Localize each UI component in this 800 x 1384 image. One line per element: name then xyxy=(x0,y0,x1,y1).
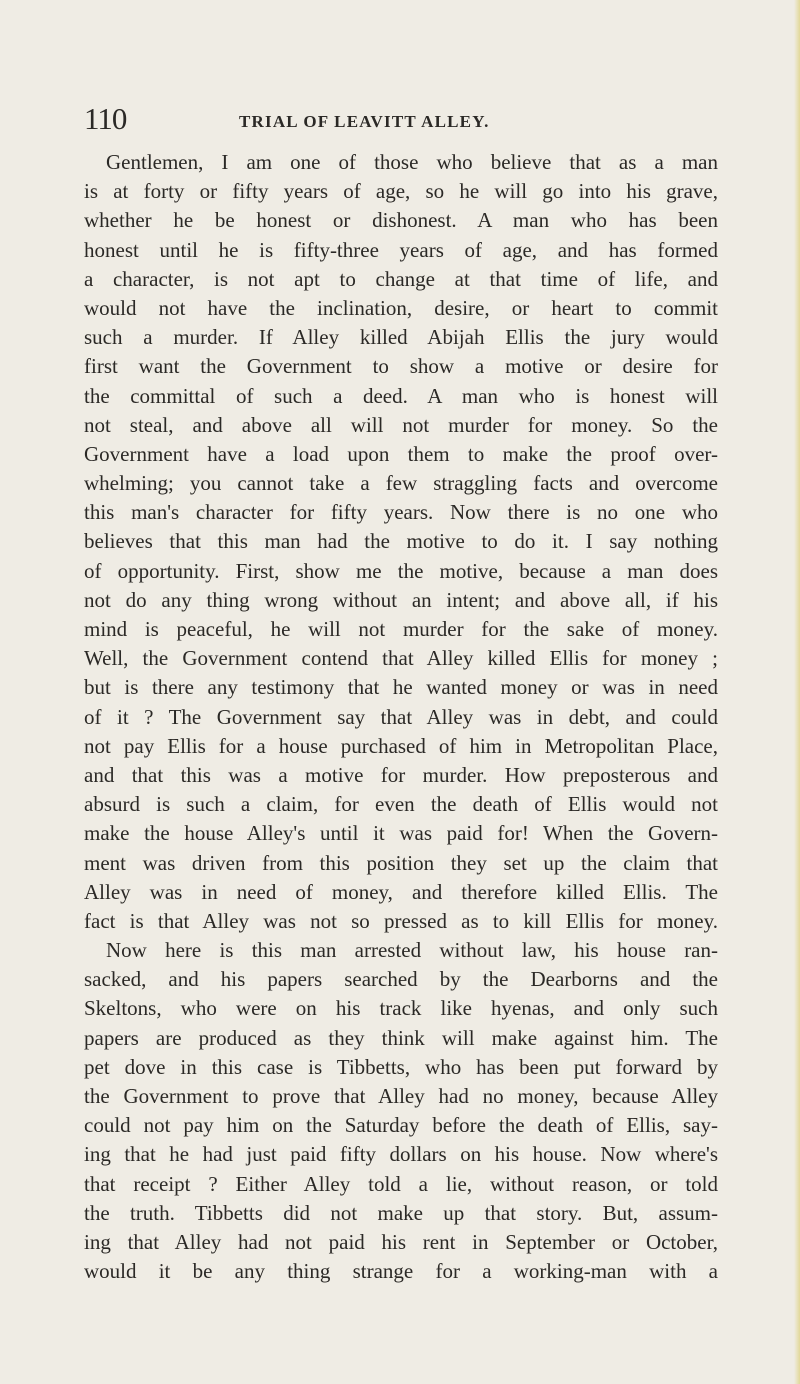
text-line: of it ? The Government say that Alley was in debt, and could xyxy=(84,704,718,729)
text-line: not pay Ellis for a house purchased of him in Metropolitan Place, xyxy=(84,733,718,758)
text-line: absurd is such a claim, for even the death of Ellis would not xyxy=(84,792,718,817)
text-line: pet dove in this case is Tibbetts, who has been put forward by xyxy=(84,1054,718,1079)
text-line: Skeltons, who were on his track like hyenas, and only such xyxy=(84,996,718,1021)
text-line: ing that Alley had not paid his rent in September or October, xyxy=(84,1229,718,1254)
text-line: a character, is not apt to change at that time of life, and xyxy=(84,266,718,291)
text-line: not steal, and above all will not murder for money. So the xyxy=(84,412,718,437)
text-line: of opportunity. First, show me the motive, because a man does xyxy=(84,558,718,583)
text-line: the committal of such a deed. A man who is honest will xyxy=(84,383,718,408)
text-line: papers are produced as they think will make against him. The xyxy=(84,1025,718,1050)
text-line: honest until he is fifty-three years of age, and has formed xyxy=(84,237,718,262)
text-line: ment was driven from this position they set up the claim that xyxy=(84,850,718,875)
text-line: would it be any thing strange for a working-man with a xyxy=(84,1259,718,1284)
text-line: that receipt ? Either Alley told a lie, without reason, or told xyxy=(84,1171,718,1196)
text-line: mind is peaceful, he will not murder for the sake of money. xyxy=(84,617,718,641)
text-line: Gentlemen, I am one of those who believe that as a man xyxy=(106,150,718,174)
text-line: Well, the Government contend that Alley killed Ellis for money ; xyxy=(84,646,718,671)
text-line: whether he be honest or dishonest. A man who has been xyxy=(84,208,718,233)
body-text xyxy=(84,148,718,1286)
text-line: fact is that Alley was not so pressed as to kill Ellis for money. xyxy=(84,908,718,933)
text-line: first want the Government to show a motive or desire for xyxy=(84,354,718,379)
text-line: whelming; you cannot take a few straggling facts and overcome xyxy=(84,471,718,496)
running-head: TRIAL OF LEAVITT ALLEY. xyxy=(239,112,490,131)
text-line: believes that this man had the motive to do it. I say nothing xyxy=(84,529,718,554)
text-line: and that this was a motive for murder. How preposterous and xyxy=(84,762,718,787)
text-line: the truth. Tibbetts did not make up that story. But, assum- xyxy=(84,1200,718,1225)
text-line: make the house Alley's until it was paid for! When the Govern- xyxy=(84,821,718,846)
text-line: Government have a load upon them to make the proof over- xyxy=(84,441,718,466)
text-line: sacked, and his papers searched by the Dearborns and the xyxy=(84,967,718,992)
text-line: Now here is this man arrested without law, his house ran- xyxy=(106,938,718,963)
text-line: ing that he had just paid fifty dollars on his house. Now where's xyxy=(84,1142,718,1167)
text-line: not do any thing wrong without an intent; and above all, if his xyxy=(84,587,718,612)
text-line: the Government to prove that Alley had no money, because Alley xyxy=(84,1084,718,1108)
page-edge-discoloration xyxy=(794,0,800,1384)
text-line: would not have the inclination, desire, or heart to commit xyxy=(84,295,718,320)
page-header xyxy=(84,102,718,142)
text-line: but is there any testimony that he wanted money or was in need xyxy=(84,675,718,700)
text-line: is at forty or fifty years of age, so he will go into his grave, xyxy=(84,179,718,204)
text-line: this man's character for fifty years. Now there is no one who xyxy=(84,500,718,525)
text-line: could not pay him on the Saturday before the death of Ellis, say- xyxy=(84,1113,718,1138)
text-line: Alley was in need of money, and therefore killed Ellis. The xyxy=(84,879,718,904)
text-line: such a murder. If Alley killed Abijah Ellis the jury would xyxy=(84,325,718,350)
page-number: 110 xyxy=(84,101,127,136)
